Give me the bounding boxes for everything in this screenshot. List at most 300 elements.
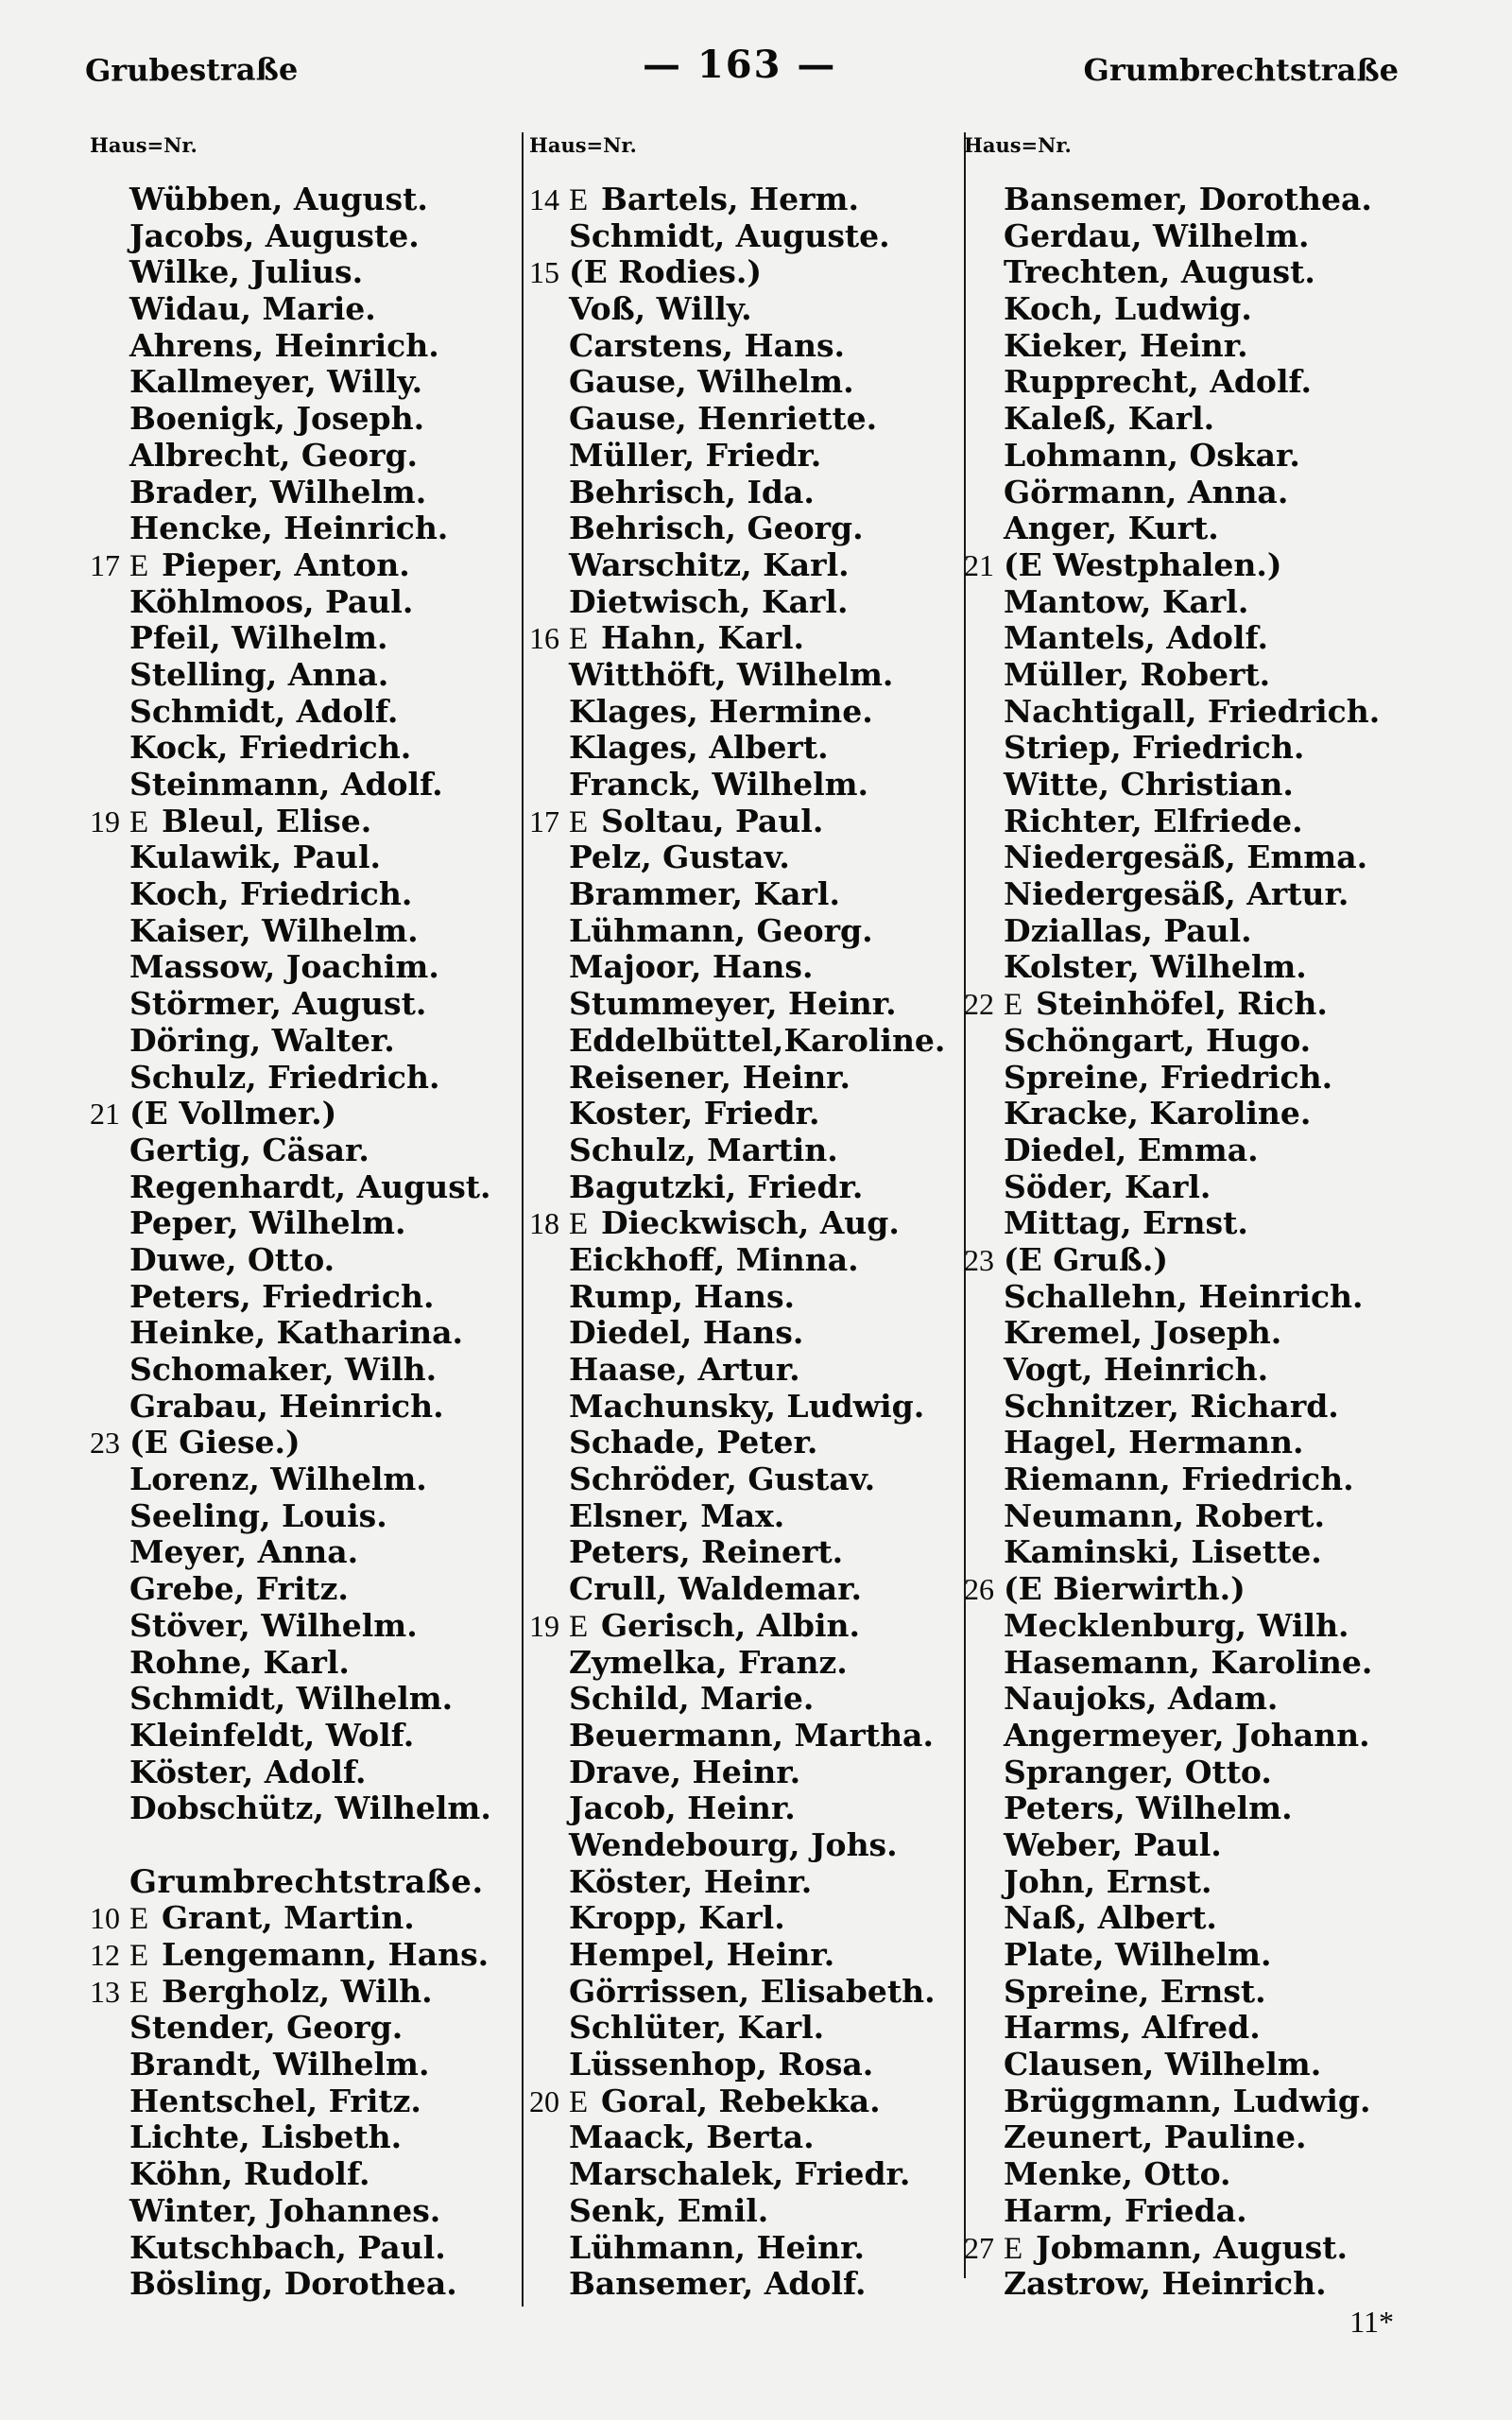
resident-entry <box>964 2230 1474 2267</box>
resident-entry <box>90 291 534 328</box>
resident-entry <box>90 2193 534 2230</box>
resident-entry <box>964 1498 1474 1535</box>
resident-entry <box>529 438 973 475</box>
resident-entry <box>90 2119 534 2156</box>
resident-name: Köster, Adolf. <box>129 1753 367 1790</box>
header-street-left: Grubestraße <box>84 51 299 89</box>
resident-entry <box>964 1718 1474 1754</box>
resident-name: Soltau, Paul. <box>601 802 824 839</box>
resident-name: Machunsky, Ludwig. <box>569 1387 925 1425</box>
resident-name: Lühmann, Georg. <box>569 911 873 949</box>
resident-entry <box>964 1132 1474 1169</box>
resident-entry <box>964 620 1474 657</box>
resident-entry <box>90 694 534 731</box>
resident-name: Mecklenburg, Wilh. <box>1004 1606 1349 1644</box>
resident-name: Schallehn, Heinrich. <box>1004 1277 1364 1315</box>
resident-name: Dziallas, Paul. <box>1004 911 1252 949</box>
column-2 <box>529 132 973 2303</box>
resident-entry <box>529 1096 973 1132</box>
resident-entry <box>90 2047 534 2083</box>
resident-entry <box>529 949 973 986</box>
resident-entry <box>529 2010 973 2047</box>
resident-name: Senk, Emil. <box>569 2191 769 2229</box>
resident-name: Wilke, Julius. <box>129 253 364 291</box>
resident-name: Peters, Wilhelm. <box>1004 1789 1293 1827</box>
resident-entry <box>529 1279 973 1316</box>
resident-name: Peper, Wilhelm. <box>129 1204 406 1242</box>
resident-entry <box>529 254 973 291</box>
resident-entry <box>529 1864 973 1901</box>
resident-name: Behrisch, Georg. <box>569 510 864 547</box>
resident-entry <box>90 1315 534 1352</box>
resident-entry <box>90 1352 534 1389</box>
resident-name: Haase, Artur. <box>569 1351 800 1388</box>
resident-name: Köster, Heinr. <box>569 1862 813 1900</box>
resident-entry <box>90 1425 534 1461</box>
resident-name: Kaiser, Wilhelm. <box>129 911 419 949</box>
resident-entry <box>964 2083 1474 2120</box>
resident-entry <box>90 1169 534 1206</box>
header-street-right: Grumbrechtstraße <box>1083 52 1399 88</box>
resident-entry <box>964 182 1474 218</box>
resident-name: Marschalek, Friedr. <box>569 2155 911 2193</box>
resident-name: Lüssenhop, Rosa. <box>569 2046 874 2083</box>
resident-entry <box>90 475 534 511</box>
resident-name: Bansemer, Adolf. <box>569 2265 867 2303</box>
resident-entry <box>529 2083 973 2120</box>
resident-entry <box>529 1681 973 1718</box>
resident-entry <box>964 2193 1474 2230</box>
resident-name: Schröder, Gustav. <box>569 1461 876 1498</box>
resident-name: Drave, Heinr. <box>569 1753 801 1790</box>
resident-name: Seeling, Louis. <box>129 1496 387 1534</box>
resident-entry <box>964 657 1474 694</box>
resident-entry <box>964 1242 1474 1279</box>
resident-entry <box>964 584 1474 621</box>
resident-name: Kock, Friedrich. <box>129 729 412 767</box>
resident-entry <box>964 1790 1474 1827</box>
resident-name: Pfeil, Wilhelm. <box>129 619 388 657</box>
owner-mark: E <box>569 2084 589 2119</box>
resident-entry <box>964 913 1474 950</box>
resident-name: Gerisch, Albin. <box>601 1606 860 1644</box>
resident-name: Schöngart, Hugo. <box>1004 1021 1312 1059</box>
resident-entry <box>529 1242 973 1279</box>
resident-entry <box>90 584 534 621</box>
resident-entry <box>964 730 1474 767</box>
house-number: 15 <box>529 255 559 290</box>
resident-name: Kracke, Karoline. <box>1004 1095 1312 1132</box>
resident-name: Lühmann, Heinr. <box>569 2228 866 2266</box>
resident-entry <box>964 1461 1474 1498</box>
resident-entry <box>964 291 1474 328</box>
resident-entry <box>90 1900 534 1937</box>
resident-entry <box>964 364 1474 401</box>
resident-name: Reisener, Heinr. <box>569 1058 851 1096</box>
resident-name: Riemann, Friedrich. <box>1004 1461 1354 1498</box>
resident-entry <box>90 1279 534 1316</box>
house-number: 19 <box>529 1608 559 1643</box>
resident-name: Hasemann, Karoline. <box>1004 1643 1373 1681</box>
house-number-label: Haus=Nr. <box>90 133 198 157</box>
resident-entry <box>964 1608 1474 1645</box>
resident-entry <box>529 1534 973 1571</box>
house-number-label: Haus=Nr. <box>529 133 637 157</box>
resident-entry <box>90 1718 534 1754</box>
resident-entry <box>964 1681 1474 1718</box>
resident-name: Striep, Friedrich. <box>1004 729 1305 767</box>
resident-name: Koster, Friedr. <box>569 1095 820 1132</box>
resident-entry <box>90 254 534 291</box>
resident-name: Jacob, Heinr. <box>569 1789 796 1827</box>
resident-entry <box>964 1571 1474 1608</box>
resident-name: Harm, Frieda. <box>1004 2191 1247 2229</box>
resident-entry <box>90 1205 534 1242</box>
resident-name: Dobschütz, Wilhelm. <box>129 1789 491 1827</box>
resident-name: Rupprecht, Adolf. <box>1004 363 1312 401</box>
owner-mark: E <box>569 622 589 657</box>
resident-entry <box>529 328 973 365</box>
resident-name: Heinke, Katharina. <box>129 1314 464 1352</box>
resident-name: Goral, Rebekka. <box>601 2082 881 2119</box>
resident-entry <box>529 1023 973 1060</box>
house-number: 14 <box>529 182 559 216</box>
resident-entry <box>90 1974 534 2011</box>
resident-name: Stummeyer, Heinr. <box>569 985 897 1023</box>
resident-name: Ahrens, Heinrich. <box>129 326 439 364</box>
resident-name: Schlüter, Karl. <box>569 2009 825 2047</box>
owner-mark: E <box>129 804 149 839</box>
resident-entry <box>90 2230 534 2267</box>
resident-name: Clausen, Wilhelm. <box>1004 2046 1322 2083</box>
resident-entry <box>90 986 534 1023</box>
resident-name: Warschitz, Karl. <box>569 545 850 583</box>
owner-mark: E <box>569 1609 589 1644</box>
resident-entry <box>529 547 973 584</box>
resident-name: Koch, Friedrich. <box>129 875 413 913</box>
house-number: 27 <box>964 2230 994 2265</box>
resident-entry <box>964 1425 1474 1461</box>
resident-entry <box>964 2156 1474 2193</box>
resident-entry <box>964 1534 1474 1571</box>
resident-entry <box>90 730 534 767</box>
resident-entry <box>964 1352 1474 1389</box>
house-number: 19 <box>90 804 120 838</box>
resident-entry <box>964 1754 1474 1791</box>
resident-entry <box>90 839 534 876</box>
resident-name: Stöver, Wilhelm. <box>129 1606 418 1644</box>
resident-name: Görmann, Anna. <box>1004 473 1289 510</box>
resident-entry <box>964 475 1474 511</box>
column-3 <box>964 132 1474 2303</box>
resident-name: Naujoks, Adam. <box>1004 1680 1279 1718</box>
resident-name: Menke, Otto. <box>1004 2155 1231 2193</box>
resident-entry <box>529 2230 973 2267</box>
resident-entry <box>529 839 973 876</box>
resident-name: Jobmann, August. <box>1036 2228 1348 2266</box>
resident-entry <box>90 438 534 475</box>
resident-entry <box>529 1205 973 1242</box>
resident-name: Winter, Johannes. <box>129 2191 441 2229</box>
owner-mark: E <box>569 804 589 839</box>
resident-name: Bartels, Herm. <box>601 181 859 217</box>
resident-entry <box>964 1864 1474 1901</box>
resident-name: Hahn, Karl. <box>601 619 804 657</box>
resident-name: Bösling, Dorothea. <box>129 2265 457 2303</box>
resident-entry <box>90 1023 534 1060</box>
resident-name: Schade, Peter. <box>569 1424 818 1461</box>
resident-name: Mittag, Ernst. <box>1004 1204 1248 1242</box>
resident-entry <box>90 1389 534 1426</box>
resident-entry <box>964 1023 1474 1060</box>
resident-entry <box>964 1315 1474 1352</box>
resident-entry <box>964 1389 1474 1426</box>
resident-name: Meyer, Anna. <box>129 1533 359 1571</box>
resident-name: Kolster, Wilhelm. <box>1004 948 1307 986</box>
resident-entry <box>964 510 1474 547</box>
house-number: 13 <box>90 1974 120 2009</box>
resident-name: Eddelbüttel,Karoline. <box>569 1021 946 1059</box>
resident-name: Trechten, August. <box>1004 253 1315 291</box>
resident-entry <box>964 2266 1474 2303</box>
resident-entry <box>529 767 973 804</box>
resident-entry <box>964 767 1474 804</box>
resident-name: (E Bierwirth.) <box>1004 1570 1246 1608</box>
owner-mark: E <box>129 1939 149 1973</box>
resident-entry <box>529 986 973 1023</box>
resident-name: Plate, Wilhelm. <box>1004 1936 1272 1973</box>
resident-name: Brandt, Wilhelm. <box>129 2046 430 2083</box>
house-number: 18 <box>529 1206 559 1241</box>
resident-entry <box>90 1645 534 1682</box>
resident-name: Kropp, Karl. <box>569 1899 785 1937</box>
resident-entry <box>90 1754 534 1791</box>
house-number: 26 <box>964 1572 994 1607</box>
resident-name: (E Rodies.) <box>569 253 762 291</box>
resident-entry <box>90 2010 534 2047</box>
resident-name: Köhn, Rudolf. <box>129 2155 370 2193</box>
resident-name: (E Gruß.) <box>1004 1240 1168 1278</box>
resident-entry <box>90 1571 534 1608</box>
resident-entry <box>90 620 534 657</box>
resident-name: Steinhöfel, Rich. <box>1036 985 1328 1023</box>
resident-entry <box>529 1315 973 1352</box>
resident-entry <box>529 1461 973 1498</box>
resident-entry <box>529 620 973 657</box>
resident-name: Elsner, Max. <box>569 1496 785 1534</box>
resident-name: Dieckwisch, Aug. <box>601 1204 900 1242</box>
resident-entry <box>90 2266 534 2303</box>
resident-name: Maack, Berta. <box>569 2118 815 2156</box>
resident-name: Neumann, Robert. <box>1004 1496 1326 1534</box>
resident-name: Niedergesäß, Emma. <box>1004 838 1368 876</box>
resident-entry <box>529 1060 973 1097</box>
resident-entry <box>90 1534 534 1571</box>
resident-name: Richter, Elfriede. <box>1004 802 1303 839</box>
house-number: 17 <box>529 804 559 838</box>
resident-entry <box>529 2119 973 2156</box>
resident-name: Spreine, Friedrich. <box>1004 1058 1333 1096</box>
resident-name: Beuermann, Martha. <box>569 1716 934 1754</box>
resident-name: Regenhardt, August. <box>129 1167 491 1205</box>
resident-name: Müller, Friedr. <box>569 436 822 474</box>
resident-name: Hentschel, Fritz. <box>129 2082 421 2119</box>
resident-entry <box>964 694 1474 731</box>
resident-name: Behrisch, Ida. <box>569 473 815 510</box>
resident-entry <box>529 401 973 438</box>
house-number: 21 <box>964 547 994 582</box>
resident-name: Vogt, Heinrich. <box>1004 1351 1269 1388</box>
resident-entry <box>90 2156 534 2193</box>
resident-name: Mantels, Adolf. <box>1004 619 1268 657</box>
resident-entry <box>529 876 973 913</box>
resident-entry <box>964 1205 1474 1242</box>
resident-name: Diedel, Hans. <box>569 1314 804 1352</box>
resident-name: Jacobs, Auguste. <box>129 216 420 254</box>
resident-name: Söder, Karl. <box>1004 1167 1211 1205</box>
resident-name: Wübben, August. <box>129 181 428 217</box>
resident-name: Franck, Wilhelm. <box>569 766 869 803</box>
resident-entry <box>90 510 534 547</box>
owner-mark: E <box>129 548 149 583</box>
resident-entry <box>964 547 1474 584</box>
resident-entry <box>964 1937 1474 1974</box>
resident-name: Harms, Alfred. <box>1004 2009 1261 2047</box>
resident-name: (E Westphalen.) <box>1004 545 1282 583</box>
resident-entry <box>529 510 973 547</box>
resident-name: Albrecht, Georg. <box>129 436 419 474</box>
resident-name: Zeunert, Pauline. <box>1004 2118 1307 2156</box>
resident-entry <box>529 1827 973 1864</box>
resident-entry <box>529 584 973 621</box>
resident-entry <box>964 1974 1474 2011</box>
resident-name: Lichte, Lisbeth. <box>129 2118 403 2156</box>
resident-entry <box>90 1498 534 1535</box>
resident-name: Schmidt, Wilhelm. <box>129 1680 454 1718</box>
resident-name: Schmidt, Auguste. <box>569 216 890 254</box>
resident-name: Majoor, Hans. <box>569 948 814 986</box>
resident-entry <box>90 1060 534 1097</box>
resident-name: Köhlmoos, Paul. <box>129 582 414 620</box>
resident-name: Eickhoff, Minna. <box>569 1240 859 1278</box>
resident-name: Witthöft, Wilhelm. <box>569 655 894 693</box>
resident-name: Klages, Albert. <box>569 729 829 767</box>
resident-entry <box>529 2156 973 2193</box>
owner-mark: E <box>1004 988 1023 1023</box>
resident-entry <box>90 182 534 218</box>
resident-entry <box>529 1900 973 1937</box>
resident-entry <box>529 804 973 840</box>
resident-entry <box>529 2047 973 2083</box>
resident-name: Naß, Albert. <box>1004 1899 1217 1937</box>
resident-name: Bleul, Elise. <box>162 802 372 839</box>
resident-name: Stelling, Anna. <box>129 655 389 693</box>
house-number: 16 <box>529 621 559 656</box>
resident-entry <box>964 1900 1474 1937</box>
resident-name: Görrissen, Elisabeth. <box>569 1972 936 2010</box>
resident-entry <box>964 1827 1474 1864</box>
resident-name: Klages, Hermine. <box>569 692 873 730</box>
resident-entry <box>529 475 973 511</box>
resident-entry <box>964 839 1474 876</box>
resident-name: Peters, Reinert. <box>569 1533 844 1571</box>
resident-name: Schomaker, Wilh. <box>129 1351 438 1388</box>
resident-name: Angermeyer, Johann. <box>1004 1716 1370 1754</box>
resident-name: Hagel, Hermann. <box>1004 1424 1304 1461</box>
resident-entry <box>90 876 534 913</box>
resident-entry <box>964 1096 1474 1132</box>
resident-name: Schmidt, Adolf. <box>129 692 399 730</box>
resident-name: Bergholz, Wilh. <box>162 1972 433 2010</box>
resident-name: Hempel, Heinr. <box>569 1936 835 1973</box>
resident-entry <box>90 401 534 438</box>
resident-name: Steinmann, Adolf. <box>129 766 443 803</box>
resident-entry <box>90 767 534 804</box>
resident-entry <box>529 1790 973 1827</box>
resident-name: Zastrow, Heinrich. <box>1004 2265 1327 2303</box>
resident-entry <box>529 1352 973 1389</box>
resident-entry <box>90 218 534 255</box>
resident-name: Lengemann, Hans. <box>162 1936 490 1973</box>
resident-entry <box>529 1571 973 1608</box>
row-spacer <box>90 1827 534 1864</box>
resident-name: Niedergesäß, Artur. <box>1004 875 1349 913</box>
resident-entry <box>964 1645 1474 1682</box>
resident-name: Peters, Friedrich. <box>129 1277 435 1315</box>
resident-entry <box>964 2047 1474 2083</box>
resident-entry <box>529 1169 973 1206</box>
resident-name: Kleinfeldt, Wolf. <box>129 1716 415 1754</box>
page-number: — 163 — <box>643 43 837 87</box>
resident-entry <box>529 913 973 950</box>
resident-entry <box>529 1389 973 1426</box>
resident-name: Gertig, Cäsar. <box>129 1131 369 1168</box>
resident-name: Brammer, Karl. <box>569 875 840 913</box>
resident-name: Voß, Willy. <box>569 290 752 328</box>
resident-entry <box>529 182 973 218</box>
resident-entry <box>964 218 1474 255</box>
resident-entry <box>529 2266 973 2303</box>
house-number: 12 <box>90 1938 120 1972</box>
resident-entry <box>529 218 973 255</box>
street-heading <box>90 1864 534 1901</box>
resident-name: Pelz, Gustav. <box>569 838 790 876</box>
resident-entry <box>90 547 534 584</box>
house-number: 10 <box>90 1901 120 1936</box>
resident-name: Kallmeyer, Willy. <box>129 363 423 401</box>
resident-entry <box>90 364 534 401</box>
resident-entry <box>964 804 1474 840</box>
column-1 <box>90 132 534 2303</box>
resident-name: Gerdau, Wilhelm. <box>1004 216 1310 254</box>
resident-name: Massow, Joachim. <box>129 948 439 986</box>
resident-name: Pieper, Anton. <box>162 545 410 583</box>
resident-name: Grabau, Heinrich. <box>129 1387 444 1425</box>
resident-entry <box>90 657 534 694</box>
house-number: 23 <box>90 1426 120 1461</box>
resident-entry <box>964 328 1474 365</box>
street-name: Grumbrechtstraße. <box>129 1862 484 1901</box>
resident-entry <box>90 1937 534 1974</box>
resident-entry <box>90 328 534 365</box>
resident-name: Diedel, Emma. <box>1004 1131 1259 1168</box>
house-number: 22 <box>964 987 994 1022</box>
resident-name: Schulz, Friedrich. <box>129 1058 440 1096</box>
resident-name: Dietwisch, Karl. <box>569 582 849 620</box>
resident-name: John, Ernst. <box>1004 1862 1212 1900</box>
resident-name: Kulawik, Paul. <box>129 838 381 876</box>
resident-entry <box>529 1132 973 1169</box>
